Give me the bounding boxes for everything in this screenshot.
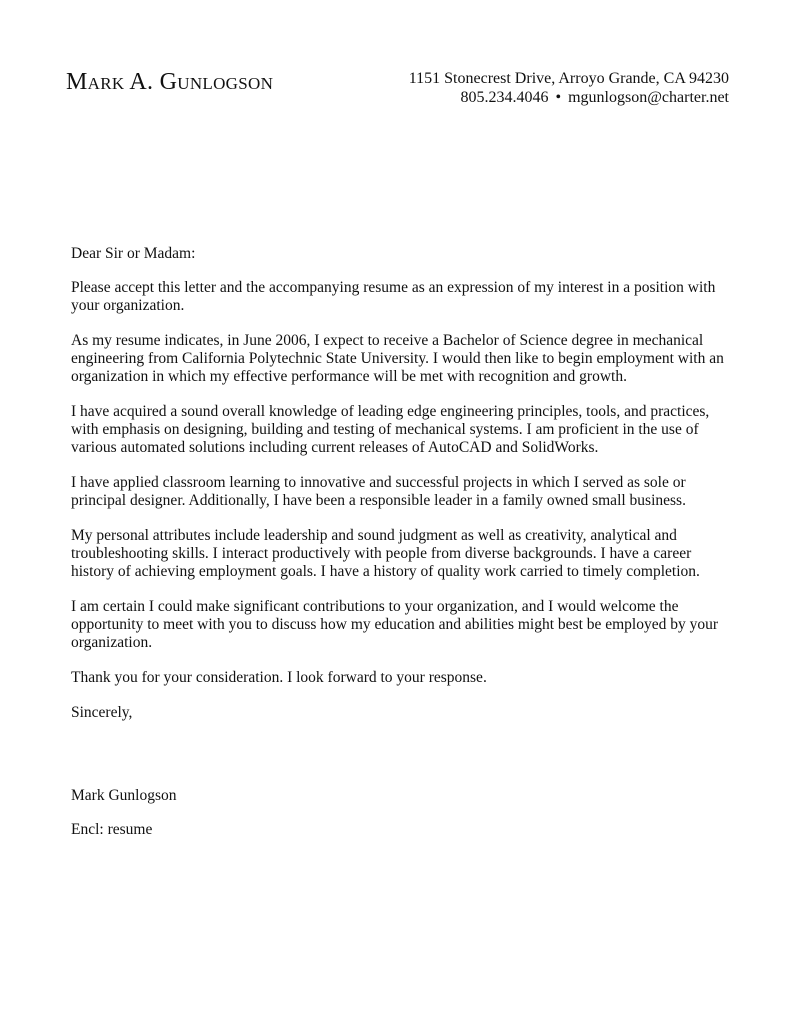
body-paragraph: My personal attributes include leadership and sound judgment as well as creativity, analytical and troubleshooting skills. I interact productively with people from diverse backgrounds. I have a career history of achieving employment goals. I have a history of quality work carried to timely completion.: [71, 527, 700, 580]
signer-name: Mark Gunlogson: [71, 787, 177, 804]
enclosure-note: Encl: resume: [71, 821, 153, 838]
sender-email: mgunlogson@charter.net: [568, 89, 729, 106]
signature-space: [71, 739, 731, 787]
salutation: Dear Sir or Madam:: [71, 245, 196, 262]
sender-address: 1151 Stonecrest Drive, Arroyo Grande, CA 94230: [408, 70, 729, 87]
body-paragraph: I have applied classroom learning to innovative and successful projects in which I served as sole or principal designer. Additionally, I have been a responsible leader in a family owned small business.: [71, 474, 686, 509]
body-paragraph: Thank you for your consideration. I look forward to your response.: [71, 669, 487, 686]
contact-line: [409, 88, 729, 107]
body-paragraph: I am certain I could make significant contributions to your organization, and I would welcome the opportunity to meet with you to discuss how my education and abilities might best be employed by your organization.: [71, 598, 719, 651]
closing: Sincerely,: [71, 704, 133, 721]
body-paragraph: As my resume indicates, in June 2006, I expect to receive a Bachelor of Science degree in mechanical engineering from California Polytechnic State University. I would then like to begin employment with an organization in which my effective performance will be met with recognition and growth.: [71, 332, 724, 385]
sender-name: Mark A. Gunlogson: [66, 69, 274, 95]
body-paragraph: Please accept this letter and the accompanying resume as an expression of my interest in a position with your organization.: [71, 279, 716, 314]
bullet-separator: •: [555, 89, 562, 106]
sender-phone: 805.234.4046: [460, 89, 549, 106]
body-paragraph: I have acquired a sound overall knowledge of leading edge engineering principles, tools, and practices, with emphasis on designing, building and testing of mechanical systems. I am proficient in the use of various automated solutions including current releases of AutoCAD and SolidWorks.: [71, 403, 710, 456]
letter-body: [71, 245, 731, 856]
contact-block: [409, 69, 729, 107]
